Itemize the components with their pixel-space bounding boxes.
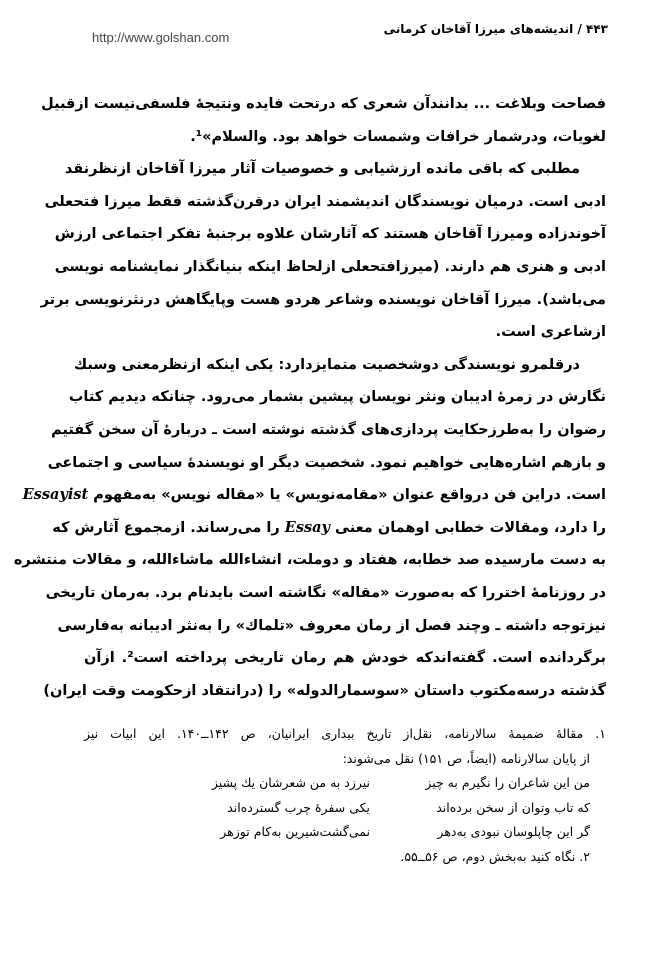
verse-hemistich: گر این چاپلوسان نبودی به‌دهر: [437, 824, 590, 839]
text-line: [22, 479, 606, 512]
text-segment: را دارد، ومقالات خطابی اوهمان معنی: [335, 519, 606, 536]
text-line: درقلمرو نویسندگی دوشخصیت متمایزدارد: یکی اینکه ازنظرمعنی وسبك: [73, 356, 580, 373]
text-line: می‌باشد). میرزا آقاخان نویسنده وشاعر هردو هست وپایگاهش درنثرنویسی برتر: [40, 291, 606, 308]
verse-line: [84, 796, 606, 821]
latin-term: Essay: [284, 518, 330, 536]
verse-hemistich: که تاب وتوان از سخن برده‌اند: [436, 799, 590, 815]
text-line: به دست مارسیده صد خطابه، هفتاد و دوملت، انشاءالله ماشاءالله، و مقالات منتشره: [13, 552, 606, 569]
footnote-1-cont: از پایان سالارنامه (ایضاً، ص ۱۵۱) نقل می‌شوند:: [342, 750, 590, 766]
text-line: در روزنامهٔ اختررا که به‌صورت «مقاله» نگاشته است بایدنام برد. به‌رمان تاریخی: [45, 584, 606, 601]
text-line: نگارش در زمرهٔ ادیبان ونثر نویسان پیشین بشمار می‌رود. چنانکه دیدیم کتاب: [68, 389, 606, 406]
text-segment: را می‌رساند. ازمجموع آثارش که: [52, 519, 280, 536]
text-line: گذشته درسه‌مکتوب داستان «سوسمارالدوله» را (درانتقاد ازحکومت وقت ایران): [43, 682, 606, 699]
header-separator: /: [577, 22, 582, 36]
verse-hemistich: نیرزد به من شعرشان یك پشیز: [211, 775, 370, 790]
verse-line: [84, 820, 606, 845]
running-header: [384, 22, 608, 36]
verse-hemistich: یکی سفرهٔ چرب گسترده‌اند: [227, 799, 370, 815]
text-line: [52, 512, 606, 545]
verse-hemistich: من این شاعران را نگیرم به چیز: [425, 775, 590, 790]
text-line: آخوندزاده ومیرزا آقاخان هستند که آثارشان علاوه برجنبهٔ تفکر اجتماعی ارزش: [54, 226, 606, 243]
footnotes: [84, 722, 606, 869]
footnote-1: ۱. مقالهٔ ضمیمهٔ سالارنامه، نقل‌از تاریخ بیداری ایرانیان، ص ۱۴۲ــ۱۴۰. این ابیات نیز: [84, 726, 607, 741]
text-segment: است. دراین فن درواقع عنوان «مقامه‌نویس» یا «مقاله نویس» به‌مفهوم: [93, 487, 606, 504]
book-title: اندیشه‌های میرزا آقاخان کرمانی: [383, 22, 574, 36]
text-line: برگردانده است. گفته‌اندکه خودش هم رمان تاریخی پرداخته است². ازآن: [84, 650, 606, 667]
page-number: ۴۴۳: [586, 22, 608, 36]
watermark-url: http://www.golshan.com: [92, 30, 230, 45]
latin-term: Essayist: [22, 486, 89, 504]
verse-hemistich: نمی‌گشت‌شیرین به‌کام توزهر: [220, 824, 370, 839]
text-line: ادبی است. درمیان نویسندگان اندیشمند ایران درقرن‌گذشته فقط میرزا فتحعلی: [44, 193, 606, 210]
footnote-2: ۲. نگاه کنید به‌بخش دوم، ص ۵۶ــ۵۵.: [400, 848, 590, 864]
text-line: نیزتوجه داشته ـ وچند فصل از رمان معروف «تلماك» را به‌نثر ادیبانه به‌فارسی: [57, 617, 606, 634]
text-line: و بازهم اشاره‌هایی خواهیم نمود. شخصیت دیگر او نویسندهٔ سیاسی و اجتماعی: [47, 454, 606, 471]
text-line: فصاحت وبلاغت ... بدانندآن شعری که درتحت فایده ونتیجهٔ فلسفی‌نیست ازقبیل: [41, 96, 606, 112]
text-line: ادبی و هنری هم دارند. (میرزافتحعلی ازلحاظ اینکه بنیانگذار نمایشنامه نویسی: [54, 258, 606, 275]
verse-line: [84, 771, 606, 796]
text-line: لغویات، ودرشمار خرافات وشمسات خواهد بود. والسلام»¹.: [190, 128, 606, 145]
text-line: رضوان را به‌طرزحکایت پردازی‌های گذشته نوشته است ـ دربارهٔ آن سخن گفتیم: [51, 421, 606, 438]
body-text: [13, 88, 606, 707]
text-line: مطلبی که باقی مانده ارزشیابی و خصوصیات آثار میرزا آقاخان ازنظرنقد: [64, 161, 580, 178]
text-line: ازشاعری است.: [495, 324, 606, 341]
